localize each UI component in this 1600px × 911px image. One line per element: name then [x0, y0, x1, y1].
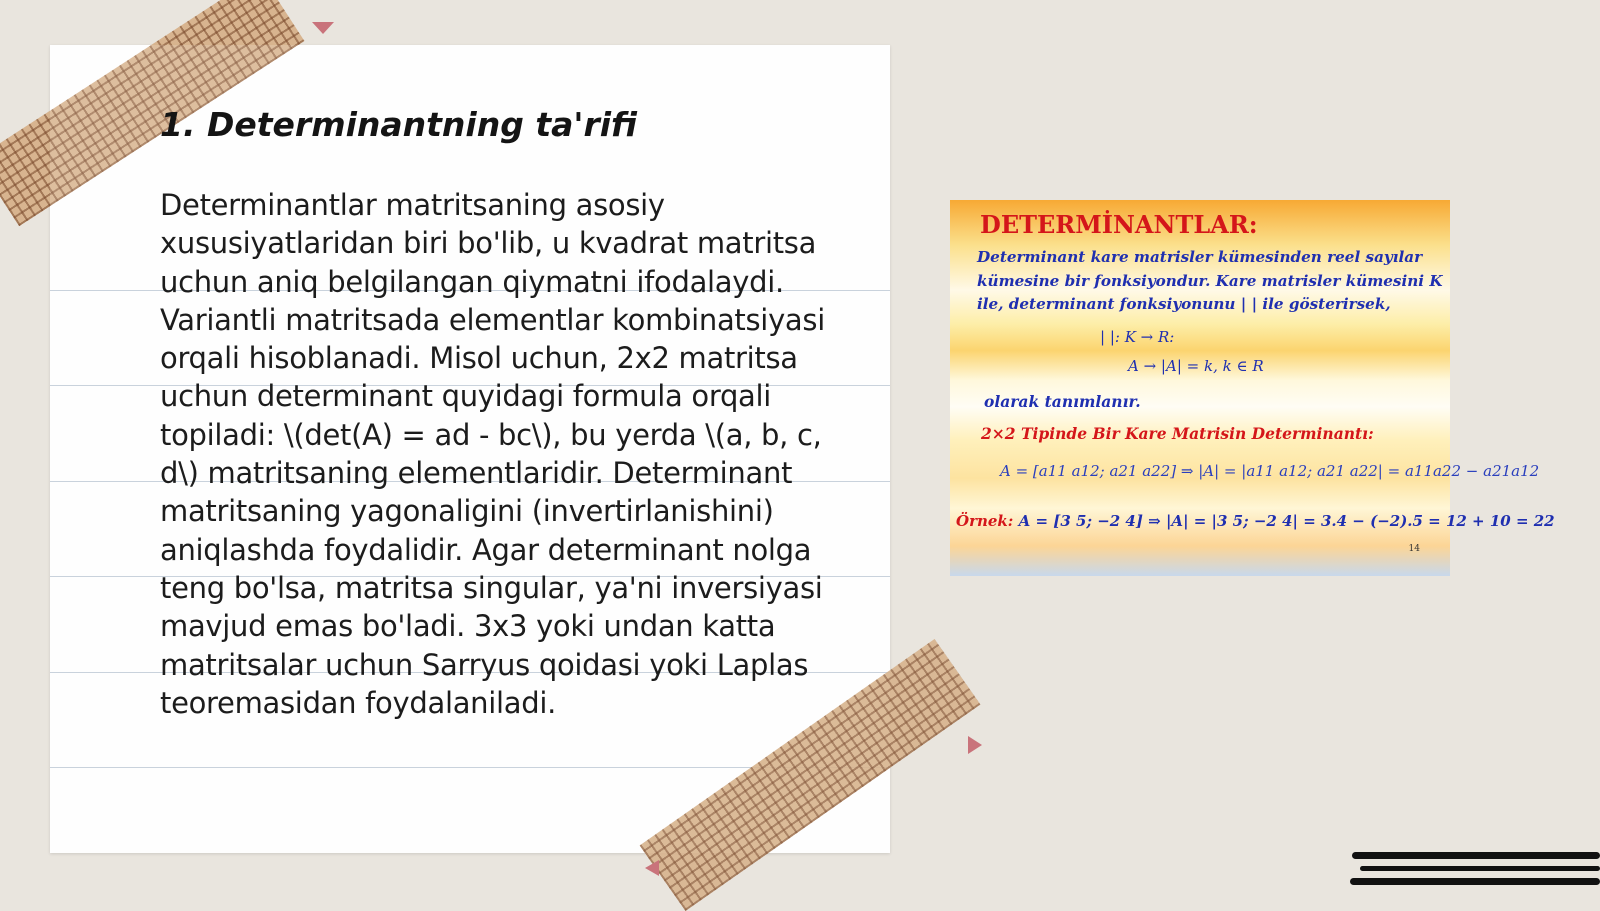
- figure-olarak-text: olarak tanımlanır.: [984, 392, 1141, 411]
- tape-corner-decoration: [645, 860, 659, 876]
- brush-stroke-decoration: [1350, 878, 1600, 885]
- determinant-figure-image: [950, 200, 1555, 576]
- figure-formula-definition: A → |A| = k, k ∈ R: [1128, 357, 1264, 375]
- slide-title: 1. Determinantning ta'rifi: [160, 105, 638, 144]
- slide-body-text: Determinantlar matritsaning asosiy xususiyatlaridan biri bo'lib, u kvadrat matritsa uchun aniq belgilangan qiymatni ifodalaydi. Variantli matritsada elementlar kombinatsiyasi orqali hisoblanadi. Misol uchun, 2x2 matritsa uchun determinant quyidagi formula orqali topiladi: \(det(A) = ad - bc\), bu yerda \(a, b, c, d\) matritsaning elementlaridir. Determinant matritsaning yagonaligini (invertirlanishini) aniqlashda foydalidir. Agar determinant nolga teng bo'lsa, matritsa singular, ya'ni inversiyasi mavjud emas bo'ladi. 3x3 yoki undan katta matritsalar uchun Sarryus qoidasi yoki Laplas teoremasidan foydalaniladi.: [160, 188, 825, 720]
- figure-definition-text: Determinant kare matrisler kümesinden reel sayılar kümesine bir fonksiyondur. Kare matrisler kümesini K ile, determinant fonksiyonunu | | ile gösterirsek,: [977, 248, 1443, 313]
- figure-general-formula: A = [a11 a12; a21 a22] ⇒ |A| = |a11 a12; a21 a22| = a11a22 − a21a12: [1000, 462, 1540, 480]
- brush-stroke-decoration: [1352, 852, 1600, 859]
- figure-subtitle: 2×2 Tipinde Bir Kare Matrisin Determinantı:: [981, 424, 1374, 443]
- figure-example-formula: A = [3 5; −2 4] ⇒ |A| = |3 5; −2 4| = 3.4 − (−2).5 = 12 + 10 = 22: [1018, 512, 1555, 530]
- figure-title: DETERMİNANTLAR:: [980, 210, 1258, 239]
- figure-formula-mapping: | |: K → R:: [1100, 328, 1175, 346]
- brush-stroke-decoration: [1360, 866, 1600, 871]
- figure-example: [956, 512, 1555, 530]
- figure-example-label: Örnek:: [956, 512, 1014, 530]
- tape-corner-decoration: [312, 22, 334, 34]
- tape-corner-decoration: [968, 736, 982, 754]
- figure-page-number: 14: [1408, 544, 1420, 554]
